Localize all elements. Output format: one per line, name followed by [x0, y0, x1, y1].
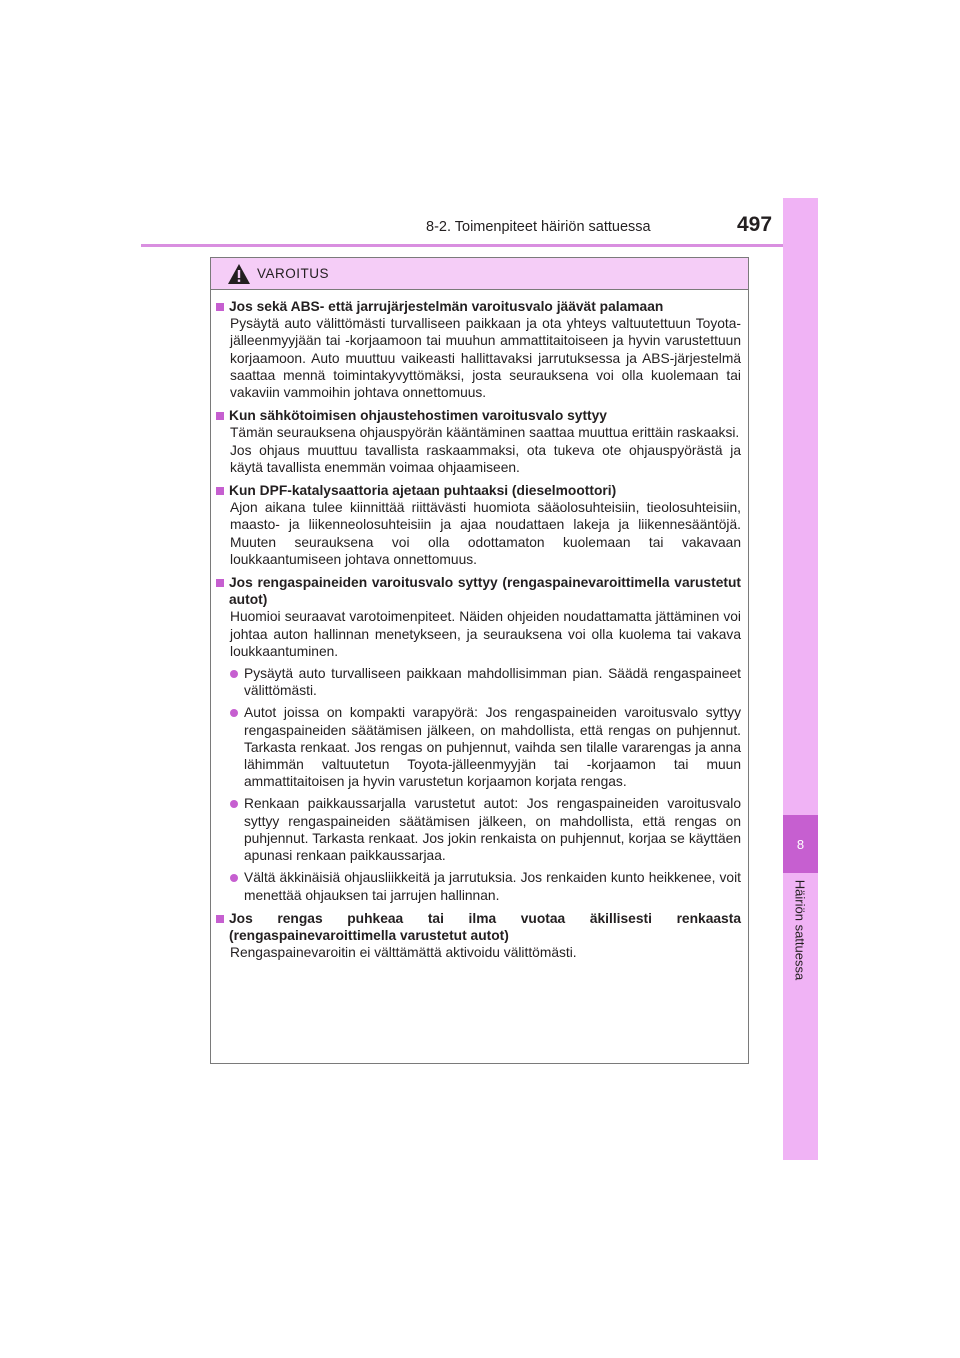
bullet-text: Vältä äkkinäisiä ohjausliikkeitä ja jarrutuksia. Jos renkaiden kunto heikkenee, voit menettää ohjauksen tai jarrujen hallinnan. [244, 870, 741, 903]
round-bullet-icon [230, 874, 238, 882]
section-heading-text: Jos rengas puhkeaa tai ilma vuotaa äkillisesti renkaasta (rengaspainevaroittimella varustetut autot) [229, 910, 741, 943]
section-paragraph: Jos ohjaus muuttuu tavallista raskaammaksi, ota tukeva ote ohjauspyörästä ja käytä tavallista enemmän voimaa ohjaamiseen. [230, 442, 741, 475]
section-heading-text: Jos sekä ABS- että jarrujärjestelmän varoitusvalo jäävät palamaan [229, 299, 664, 314]
bullet-text: Renkaan paikkaussarjalla varustetut autot: Jos rengaspaineiden varoitusvalo syttyy rengaspaineiden säätämisen jälkeen, on mahdollista, että rengas on puhjennut. Tarkasta renkaat. Jos jokin renkaista on puhjennut, korjaa se käyttäen apunasi renkaan paikkaussarjaa. [244, 796, 741, 864]
section-heading-text: Jos rengaspaineiden varoitusvalo syttyy (rengaspainevaroittimella varustetut autot) [229, 575, 741, 608]
bullet-item [216, 665, 741, 699]
section-paragraph: Pysäytä auto välittömästi turvalliseen paikkaan ja ota yhteys valtuutettuun Toyota-jälleenmyyjään tai -korjaamoon tai muuhun ammattitaitoiseen ja hyvin varustettuun korjaamoon. Auto muuttuu vaikeasti hallittavaksi jarrutuksessa ja ABS-järjestelmä saattaa mennä toimintakyvyttömäksi, josta seurauksena voi olla kuolemaan tai vakaviin vammoihin johtava onnettomuus. [230, 316, 741, 401]
warning-box [210, 257, 749, 1064]
warning-triangle-icon [227, 263, 251, 285]
warning-title: VAROITUS [257, 266, 330, 281]
bullet-text: Autot joissa on kompakti varapyörä: Jos rengaspaineiden varoitusvalo syttyy rengaspaineiden säätämisen jälkeen, on mahdollista, että rengas on puhjennut. Tarkasta renkaat. Jos rengas on puhjennut, vaihda sen tilalle vararengas ja anna lähimmän valtuutetun Toyota-jälleenmyyjän tai -korjaamon tai muun ammattitaitoisen ja hyvin varustetun korjaamon korjata rengas. [244, 705, 741, 790]
square-bullet-icon [216, 412, 224, 420]
square-bullet-icon [216, 487, 224, 495]
section-heading [216, 482, 741, 499]
round-bullet-icon [230, 709, 238, 717]
square-bullet-icon [216, 915, 224, 923]
round-bullet-icon [230, 670, 238, 678]
section-heading-text: Kun DPF-katalysaattoria ajetaan puhtaaksi (dieselmoottori) [229, 483, 617, 499]
warning-body [211, 290, 748, 961]
square-bullet-icon [216, 303, 224, 311]
chapter-label: Häiriön sattuessa [792, 879, 808, 981]
chapter-number-tab: 8 [783, 815, 818, 873]
warning-section [216, 910, 741, 962]
chapter-side-tab [783, 198, 818, 1160]
warning-section [216, 298, 741, 401]
section-heading [216, 910, 741, 944]
round-bullet-icon [230, 800, 238, 808]
warning-header [211, 258, 748, 290]
section-paragraph: Huomioi seuraavat varotoimenpiteet. Näiden ohjeiden noudattamatta jättäminen voi johtaa auton hallinnan menetykseen, ja seurauksena voi olla kuolema tai vakava loukkaantuminen. [230, 609, 741, 659]
section-heading [216, 574, 741, 608]
warning-section [216, 574, 741, 904]
page-number: 497 [737, 213, 773, 236]
bullet-item [216, 869, 741, 903]
section-heading-text: Kun sähkötoimisen ohjaustehostimen varoitusvalo syttyy [229, 408, 607, 424]
section-heading [216, 298, 741, 315]
section-paragraph: Ajon aikana tulee kiinnittää riittävästi huomiota sääolosuhteisiin, tieolosuhteisiin, maasto- ja liikenneolosuhteisiin ja ajaa noudattaen lakeja ja liikennesääntöjä. Muuten seurauksena voi olla odottamaton kuolemaan tai vakavaan loukkaantumiseen johtava onnettomuus. [230, 500, 741, 567]
section-title: 8-2. Toimenpiteet häiriön sattuessa [426, 219, 651, 235]
section-paragraph: Tämän seurauksena ohjauspyörän kääntäminen saattaa muuttua erittäin raskaaksi. [230, 425, 740, 441]
bullet-item [216, 795, 741, 864]
square-bullet-icon [216, 579, 224, 587]
header-rule [141, 244, 818, 247]
bullet-item [216, 704, 741, 790]
warning-section [216, 407, 741, 476]
section-heading [216, 407, 741, 424]
bullet-text: Pysäytä auto turvalliseen paikkaan mahdollisimman pian. Säädä rengaspaineet välittömästi. [244, 666, 741, 699]
warning-section [216, 482, 741, 568]
section-paragraph: Rengaspainevaroitin ei välttämättä aktivoidu välittömästi. [230, 945, 577, 961]
